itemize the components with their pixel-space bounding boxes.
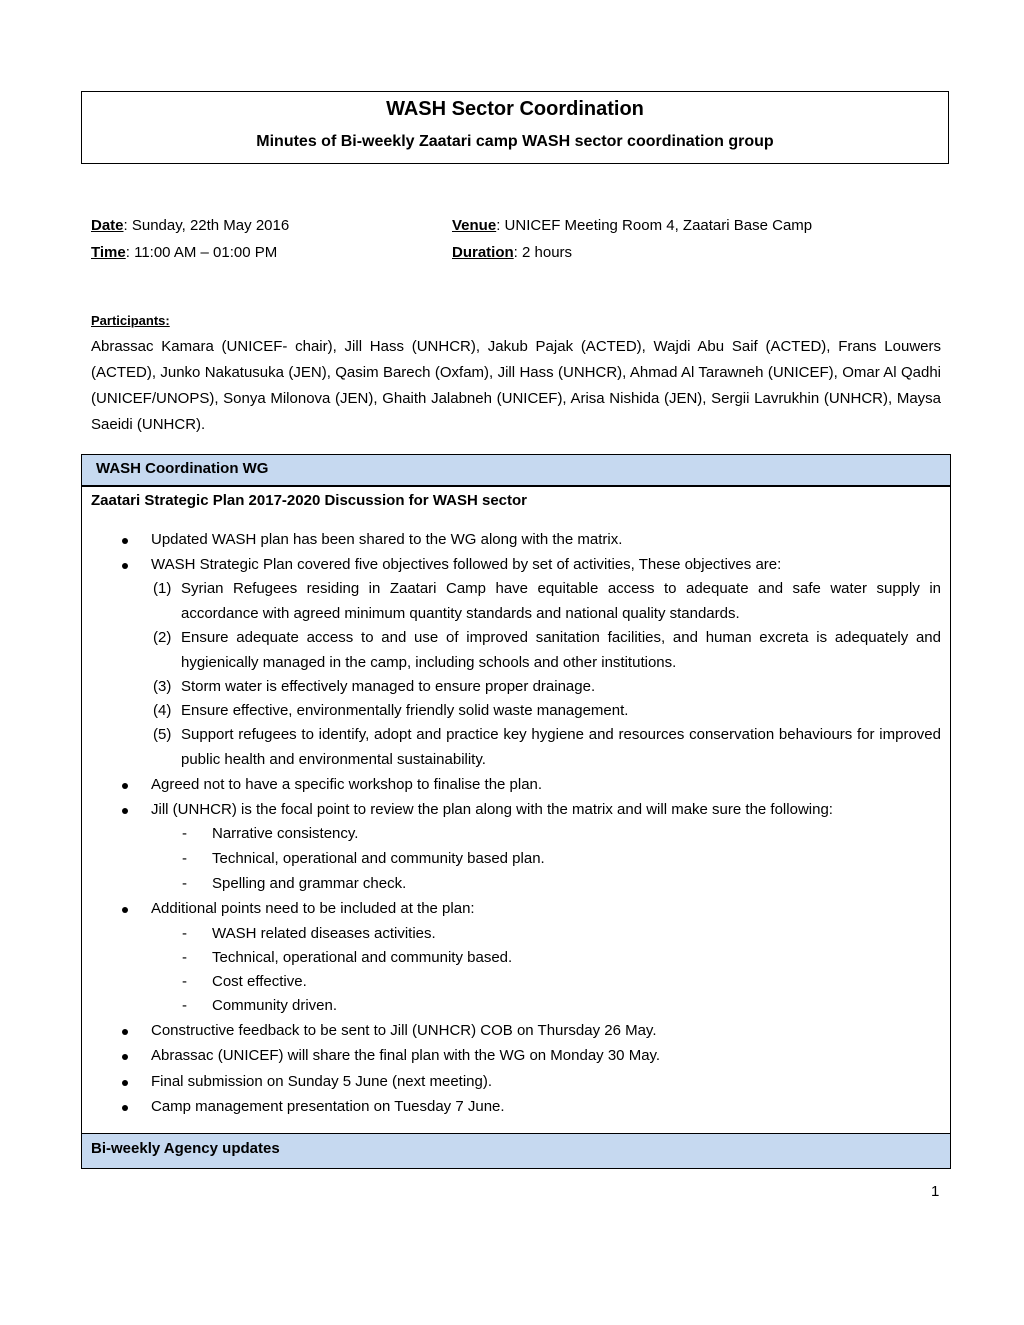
dash-icon: - [182,997,187,1014]
participants-list: Abrassac Kamara (UNICEF- chair), Jill Hass (UNHCR), Jakub Pajak (ACTED), Wajdi Abu Saif (ACTED), Frans Louwers (ACTED), Junko Nakatusuka (JEN), Qasim Barech (Oxfam), Jill Hass (UNHCR), Ahmad Al Tarawneh (UNICEF), Omar Al Qadhi (UNICEF/UNOPS), Sonya Milonova (JEN), Ghaith Jalabneh (UNICEF), Arisa Nishida (JEN), Sergii Lavrukhin (UNHCR), Maysa Saeidi (UNHCR). [91,338,941,433]
venue-value: : UNICEF Meeting Room 4, Zaatari Base Camp [496,217,813,234]
bullet-icon [122,563,128,569]
venue-label: Venue [452,217,497,234]
bullet-icon [122,907,128,913]
table-header: WASH Coordination WG [82,455,950,487]
date-value: : Sunday, 22th May 2016 [123,217,290,234]
time-label: Time [91,244,126,261]
dash-icon: - [182,825,187,842]
title-box [81,91,949,164]
participants-label: Participants: [91,313,170,328]
bullet-icon [122,538,128,544]
meta-venue [452,217,812,234]
dash-icon: - [182,949,187,966]
meta-duration [452,244,572,261]
document-subtitle: Minutes of Bi-weekly Zaatari camp WASH sector coordination group [256,133,774,150]
page-number: 1 [931,1183,940,1200]
duration-value: : 2 hours [513,244,573,261]
bullet-icon [122,1054,128,1060]
bullet-icon [122,1029,128,1035]
document-title: WASH Sector Coordination [386,98,644,120]
bullet-icon [122,1080,128,1086]
coordination-table: WASH Coordination WG Zaatari Strategic Plan 2017-2020 Discussion for WASH sector Updated WASH plan has been shared to the WG along with the matrix. WASH Strategic Plan covered five objectives followed by set of activities, These objectives are: (1) Syrian Refugees residing in Zaatari Camp have equitable access to adequate and safe water supply in accordance with agreed minimum quantity standards and national quality standards. (2) Ensure adequate access to and use of improved sanitation facilities, and human excreta is adequately and hygienically managed in the camp, including schools and other institutions. (3) Storm water is effectively managed to ensure proper drainage. (4) Ensure effective, environmentally friendly solid waste management. (5) Support refugees to identify, adopt and practice key hygiene and resources conservation behaviours for improved public health and environmental sustainability. Agreed not to have a specific workshop to finalise the plan. Jill (UNHCR) is the focal point to review the plan along with the matrix and will make sure the following: - Narrative consistency. - Technical, operational and community based plan. - Spelling and grammar check. Additional points need to be included at the plan: - WASH related diseases activities. - Technical, operational and community based. - Cost effective. - Community driven. Constructive feedback to be sent to Jill (UNHCR) COB on Thursday 26 May. Abrassac (UNICEF) will share the final plan with the WG on Monday 30 May. Final submission on Sunday 5 June (next meeting). Camp management presentation on Tuesday 7 June. Bi-weekly Agency updates [81,454,951,1169]
agency-updates-header: Bi-weekly Agency updates [82,1133,950,1168]
meta-time [91,244,277,261]
dash-icon: - [182,850,187,867]
dash-icon: - [182,875,187,892]
bullet-icon [122,1105,128,1111]
date-label: Date [91,217,124,234]
bullet-icon [122,783,128,789]
bullet-icon [122,808,128,814]
section-title: Zaatari Strategic Plan 2017-2020 Discussion for WASH sector [91,492,528,509]
dash-icon: - [182,925,187,942]
dash-icon: - [182,973,187,990]
time-value: : 11:00 AM – 01:00 PM [125,244,278,261]
duration-label: Duration [452,244,514,261]
meta-date [91,217,289,234]
